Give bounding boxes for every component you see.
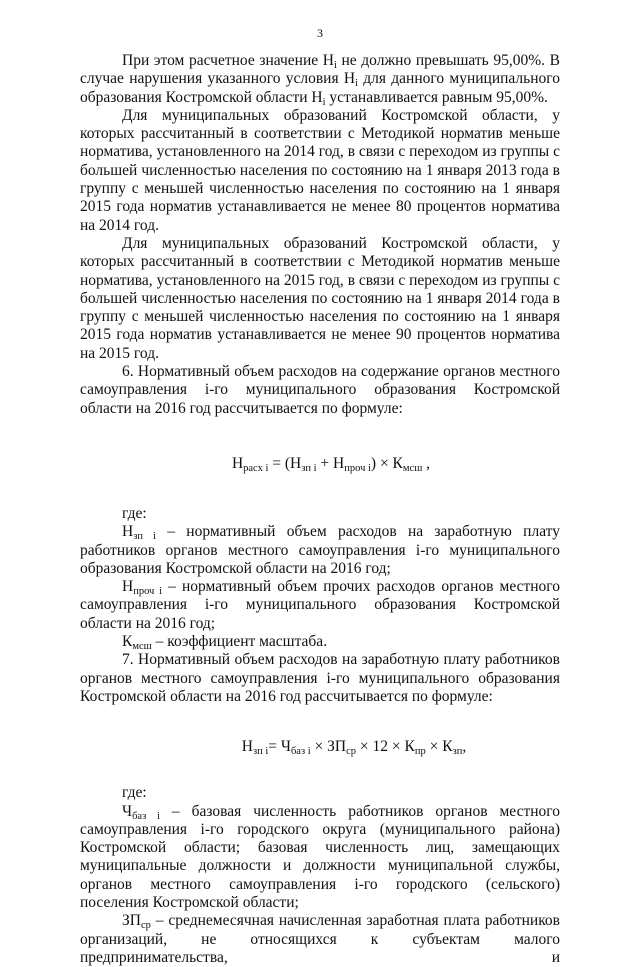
page-number: 3 — [317, 26, 323, 40]
def-subscript: зп i — [133, 531, 156, 543]
formula-wage-expenses — [80, 737, 560, 757]
where-label: где: — [122, 784, 147, 802]
def-text: – коэффициент масштаба. — [151, 633, 328, 651]
definition-other-expenses — [80, 578, 560, 633]
subscript: i — [322, 96, 326, 108]
def-symbol: ЗП — [122, 912, 141, 930]
formula-total-expenses — [80, 454, 560, 474]
formula-subscript: зп i — [301, 462, 317, 474]
def-subscript: ср — [140, 920, 151, 932]
paragraph-item-6: 6. Нормативный объем расходов на содержание органов местного самоуправления i-го муниципального образования Костромской области на 2016 год рассчитывается по формуле: — [80, 363, 560, 417]
document-body — [80, 52, 560, 967]
formula-subscript: пр — [414, 746, 426, 758]
formula-subscript: зп — [452, 746, 463, 758]
text: устанавливается равным 95,00%. — [325, 88, 548, 106]
formula-symbol: = Ч — [268, 738, 291, 756]
definition-average-salary — [80, 912, 560, 967]
formula-symbol: × ЗП — [310, 738, 347, 756]
paragraph-limit — [80, 52, 560, 107]
text: для данного муниципального образования Костромской области Н — [80, 70, 560, 106]
paragraph-2014: Для муниципальных образований Костромской области, у которых рассчитанный в соответствии с Методикой норматив меньше норматива, установленного на 2014 год, в связи с переходом из группы с большей численностью населения по состоянию на 1 января 2013 года в группу с меньшей численностью населения по состоянию на 1 января 2015 года норматив устанавливается не менее 80 процентов норматива на 2014 год. — [80, 106, 560, 234]
definition-scale-coefficient — [80, 633, 560, 651]
paragraph-2015: Для муниципальных образований Костромской области, у которых рассчитанный в соответствии с Методикой норматив меньше норматива, установленного на 2015 год, в связи с переходом из группы с большей численностью населения по состоянию на 1 января 2014 года в группу с меньшей численностью населения по состоянию на 1 января 2015 года норматив устанавливается не менее 90 процентов норматива на 2015 год. — [80, 234, 560, 362]
def-text: – среднемесячная начисленная заработная плата работников организаций, не относящихся к субъектам малого предпринимательства, и — [80, 912, 560, 966]
def-text: – нормативный объем расходов на заработную плату работников органов местного самоуправления i-го муниципального образования Костромской области на 2016 год; — [80, 523, 560, 577]
text: При этом расчетное значение Н — [122, 52, 334, 69]
formula-symbol: = (Н — [268, 454, 302, 472]
formula-symbol: Н — [241, 738, 253, 756]
def-subscript: баз i — [132, 810, 160, 822]
def-symbol: Ч — [122, 802, 133, 820]
formula-symbol: + Н — [316, 454, 345, 472]
paragraph-item-7: 7. Нормативный объем расходов на заработную плату работников органов местного самоуправления i-го муниципального образования Костромской области на 2016 год рассчитывается по формуле: — [80, 651, 560, 705]
formula-symbol: × 12 × К — [356, 738, 415, 756]
def-symbol: Н — [122, 523, 134, 541]
formula-symbol: × К — [425, 738, 453, 756]
definition-base-headcount — [80, 803, 560, 913]
formula-subscript: расх i — [243, 462, 269, 474]
formula-symbol: , — [462, 738, 467, 756]
formula-subscript: мсш — [402, 462, 423, 474]
subscript: i — [355, 78, 358, 90]
formula-subscript: ср — [346, 746, 357, 758]
def-symbol: Н — [122, 578, 134, 596]
formula-subscript: проч i — [344, 462, 371, 474]
formula-subscript: баз i — [290, 746, 311, 758]
def-subscript: мсш — [132, 641, 152, 653]
subscript: i — [333, 60, 337, 71]
def-symbol: К — [122, 633, 133, 651]
definition-wage-expenses — [80, 523, 560, 578]
formula-symbol: , — [422, 454, 431, 472]
def-text: – базовая численность работников органов местного самоуправления i-го городского округа (муниципального района) Костромской области; базовая численность лиц, замещающих муниципальные должности и должности муниципальной службы, органов местного самоуправления i-го городского (сельского) поселения Костромской области; — [80, 802, 560, 911]
formula-symbol: ) × К — [370, 454, 403, 472]
where-label: где: — [122, 504, 147, 522]
def-text: – нормативный объем прочих расходов органов местного самоуправления i-го муниципального образования Костромской области на 2016 год; — [80, 578, 560, 632]
formula-subscript: зп i — [252, 746, 269, 758]
text: не должно превышать 95,00%. В случае нарушения указанного условия Н — [80, 52, 560, 88]
def-subscript: проч i — [133, 586, 163, 598]
formula-symbol: Н — [231, 454, 244, 472]
